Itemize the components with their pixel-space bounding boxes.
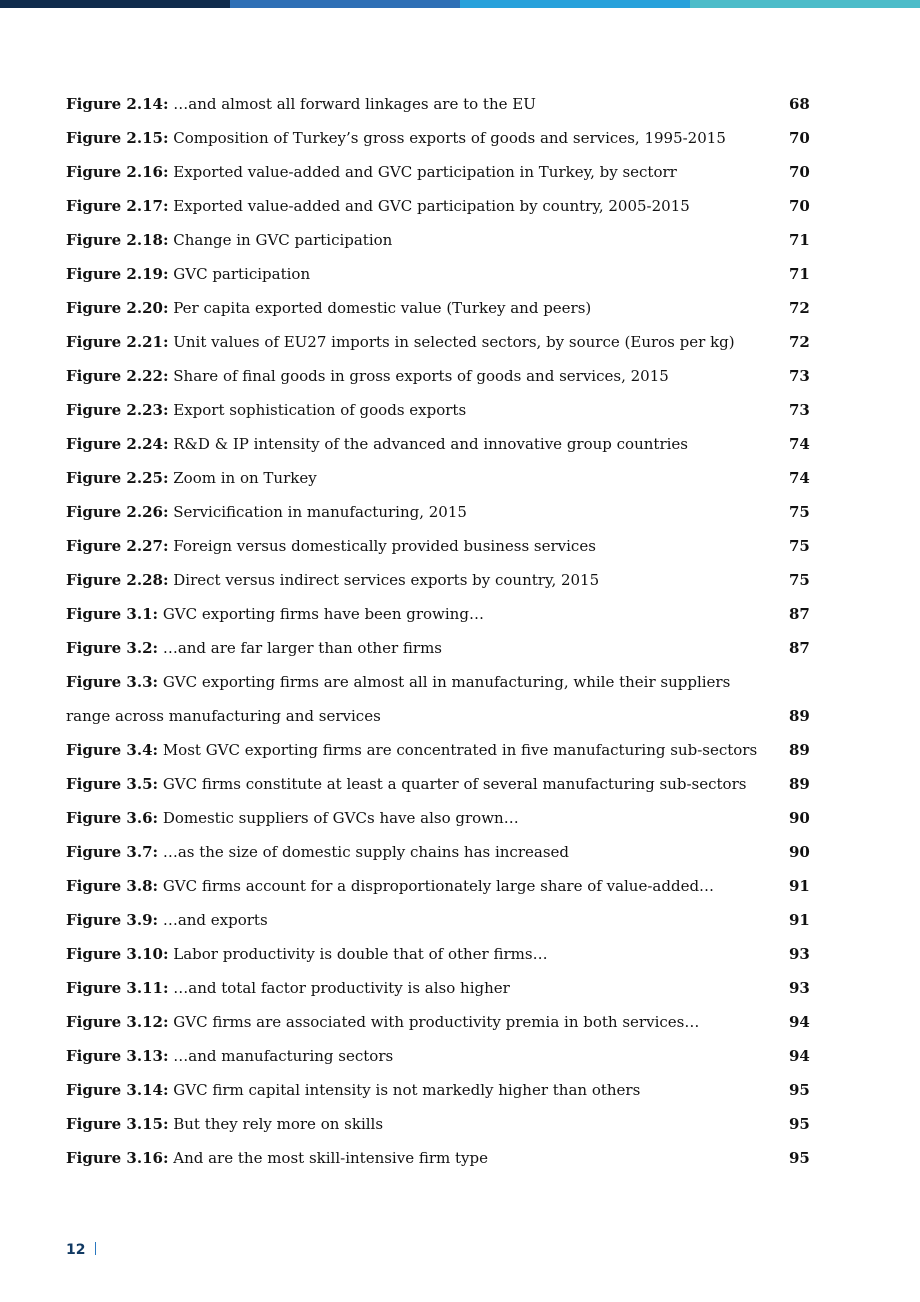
- figure-title: GVC participation: [168, 265, 311, 283]
- toc-entry[interactable]: [66, 869, 826, 903]
- figure-number: Figure 2.20:: [66, 299, 169, 317]
- page-ref: 87: [789, 639, 810, 657]
- page-ref: 72: [789, 333, 810, 351]
- figure-title: Zoom in on Turkey: [168, 469, 317, 487]
- page-ref: 70: [789, 129, 810, 147]
- figure-title: Most GVC exporting firms are concentrated in five manufacturing sub-sectors: [158, 741, 758, 759]
- figure-title: And are the most skill-intensive firm type: [168, 1149, 488, 1167]
- figure-title: …and almost all forward linkages are to the EU: [168, 95, 536, 113]
- color-bar-segment: [690, 0, 920, 8]
- toc-entry[interactable]: [66, 461, 826, 495]
- figure-title: R&D & IP intensity of the advanced and innovative group countries: [168, 435, 688, 453]
- figure-title: Unit values of EU27 imports in selected sectors, by source (Euros per kg): [168, 333, 735, 351]
- toc-entry[interactable]: [66, 733, 826, 767]
- toc-entry[interactable]: [66, 631, 826, 665]
- figure-title: Composition of Turkey’s gross exports of goods and services, 1995-2015: [168, 129, 726, 147]
- figure-title: Exported value-added and GVC participation in Turkey, by sectorr: [168, 163, 677, 181]
- figure-title: …and manufacturing sectors: [168, 1047, 394, 1065]
- figure-number: Figure 2.24:: [66, 435, 169, 453]
- figure-number: Figure 2.21:: [66, 333, 169, 351]
- figure-title: GVC exporting firms have been growing…: [158, 605, 484, 623]
- figure-number: Figure 3.8:: [66, 877, 159, 895]
- figure-number: Figure 3.2:: [66, 639, 159, 657]
- figure-number: Figure 2.23:: [66, 401, 169, 419]
- page-ref: 70: [789, 163, 810, 181]
- toc-entry[interactable]: [66, 835, 826, 869]
- figure-number: Figure 2.28:: [66, 571, 169, 589]
- page-ref: 89: [789, 741, 810, 759]
- page-ref: 73: [789, 401, 810, 419]
- toc-entry[interactable]: [66, 257, 826, 291]
- figure-title: Per capita exported domestic value (Turkey and peers): [168, 299, 592, 317]
- page-ref: 74: [789, 469, 810, 487]
- toc-entry[interactable]: [66, 529, 826, 563]
- footer-divider: [95, 1242, 96, 1255]
- figure-number: Figure 2.25:: [66, 469, 169, 487]
- page-ref: 72: [789, 299, 810, 317]
- figure-number: Figure 2.26:: [66, 503, 169, 521]
- page-ref: 94: [789, 1047, 810, 1065]
- page-ref: 71: [789, 231, 810, 249]
- figure-number: Figure 2.15:: [66, 129, 169, 147]
- page-ref: 74: [789, 435, 810, 453]
- figure-title: Export sophistication of goods exports: [168, 401, 467, 419]
- page-ref: 68: [789, 95, 810, 113]
- figure-number: Figure 3.6:: [66, 809, 159, 827]
- figure-title: GVC firms account for a disproportionately large share of value-added…: [158, 877, 715, 895]
- figure-title: …as the size of domestic supply chains has increased: [158, 843, 570, 861]
- page-footer: [66, 1242, 96, 1258]
- figure-number: Figure 3.16:: [66, 1149, 169, 1167]
- figure-number: Figure 3.7:: [66, 843, 159, 861]
- toc-entry[interactable]: [66, 665, 826, 699]
- figure-number: Figure 2.27:: [66, 537, 169, 555]
- page-ref: 90: [789, 843, 810, 861]
- toc-entry[interactable]: [66, 1141, 826, 1175]
- toc-entry[interactable]: [66, 597, 826, 631]
- page-ref: 94: [789, 1013, 810, 1031]
- page-ref: 89: [789, 707, 810, 725]
- figure-title: Foreign versus domestically provided business services: [168, 537, 596, 555]
- figure-number: Figure 2.14:: [66, 95, 169, 113]
- figure-number: Figure 2.16:: [66, 163, 169, 181]
- toc-entry[interactable]: [66, 699, 826, 733]
- page-ref: 95: [789, 1081, 810, 1099]
- figure-title: …and exports: [158, 911, 268, 929]
- toc-entry[interactable]: [66, 495, 826, 529]
- toc-entry[interactable]: [66, 767, 826, 801]
- page-ref: 93: [789, 979, 810, 997]
- page-ref: 91: [789, 877, 810, 895]
- page-ref: 89: [789, 775, 810, 793]
- figure-title: Servicification in manufacturing, 2015: [168, 503, 467, 521]
- toc-entry[interactable]: [66, 359, 826, 393]
- page-ref: 75: [789, 537, 810, 555]
- toc-entry[interactable]: [66, 1107, 826, 1141]
- page-ref: 70: [789, 197, 810, 215]
- toc-entry[interactable]: [66, 155, 826, 189]
- figure-number: Figure 3.11:: [66, 979, 169, 997]
- toc-entry[interactable]: [66, 87, 826, 121]
- toc-entry[interactable]: [66, 1073, 826, 1107]
- header-color-bar: [0, 0, 920, 8]
- list-of-figures: [66, 87, 826, 1175]
- figure-number: Figure 3.15:: [66, 1115, 169, 1133]
- figure-title: Change in GVC participation: [168, 231, 393, 249]
- toc-entry[interactable]: [66, 291, 826, 325]
- toc-entry[interactable]: [66, 1005, 826, 1039]
- figure-title: …and total factor productivity is also higher: [168, 979, 510, 997]
- figure-title: Domestic suppliers of GVCs have also grown…: [158, 809, 519, 827]
- page-ref: 87: [789, 605, 810, 623]
- figure-title: GVC exporting firms are almost all in manufacturing, while their suppliers: [158, 673, 731, 691]
- color-bar-segment: [0, 0, 230, 8]
- toc-entry[interactable]: [66, 1039, 826, 1073]
- figure-number: Figure 2.22:: [66, 367, 169, 385]
- toc-entry[interactable]: [66, 393, 826, 427]
- figure-number: Figure 3.13:: [66, 1047, 169, 1065]
- figure-number: Figure 3.3:: [66, 673, 159, 691]
- page-ref: 73: [789, 367, 810, 385]
- color-bar-segment: [230, 0, 460, 8]
- figure-number: Figure 3.14:: [66, 1081, 169, 1099]
- figure-title: Direct versus indirect services exports by country, 2015: [168, 571, 600, 589]
- color-bar-segment: [460, 0, 690, 8]
- toc-entry[interactable]: [66, 121, 826, 155]
- toc-entry[interactable]: [66, 563, 826, 597]
- figure-title: …and are far larger than other firms: [158, 639, 442, 657]
- page-ref: 75: [789, 571, 810, 589]
- toc-entry[interactable]: [66, 937, 826, 971]
- page-ref: 93: [789, 945, 810, 963]
- toc-entry[interactable]: [66, 971, 826, 1005]
- figure-number: Figure 2.17:: [66, 197, 169, 215]
- figure-number: Figure 3.12:: [66, 1013, 169, 1031]
- toc-entry[interactable]: [66, 427, 826, 461]
- page-ref: 75: [789, 503, 810, 521]
- figure-title: GVC firms are associated with productivity premia in both services…: [168, 1013, 700, 1031]
- page-ref: 95: [789, 1115, 810, 1133]
- page-ref: 91: [789, 911, 810, 929]
- figure-number: Figure 3.4:: [66, 741, 159, 759]
- figure-title: Labor productivity is double that of other firms…: [168, 945, 548, 963]
- figure-title: GVC firm capital intensity is not markedly higher than others: [168, 1081, 641, 1099]
- figure-number: Figure 3.9:: [66, 911, 159, 929]
- toc-entry[interactable]: [66, 903, 826, 937]
- toc-entry[interactable]: [66, 325, 826, 359]
- figure-title: range across manufacturing and services: [66, 707, 381, 725]
- toc-entry[interactable]: [66, 223, 826, 257]
- figure-title: Exported value-added and GVC participation by country, 2005-2015: [168, 197, 690, 215]
- toc-entry[interactable]: [66, 801, 826, 835]
- figure-number: Figure 3.5:: [66, 775, 159, 793]
- page-ref: 95: [789, 1149, 810, 1167]
- page-ref: 90: [789, 809, 810, 827]
- toc-entry[interactable]: [66, 189, 826, 223]
- figure-title: But they rely more on skills: [168, 1115, 384, 1133]
- figure-title: Share of final goods in gross exports of goods and services, 2015: [168, 367, 669, 385]
- figure-number: Figure 3.10:: [66, 945, 169, 963]
- figure-title: GVC firms constitute at least a quarter of several manufacturing sub-sectors: [158, 775, 747, 793]
- figure-number: Figure 2.18:: [66, 231, 169, 249]
- page-number: 12: [66, 1242, 86, 1258]
- figure-number: Figure 2.19:: [66, 265, 169, 283]
- figure-number: Figure 3.1:: [66, 605, 159, 623]
- page-ref: 71: [789, 265, 810, 283]
